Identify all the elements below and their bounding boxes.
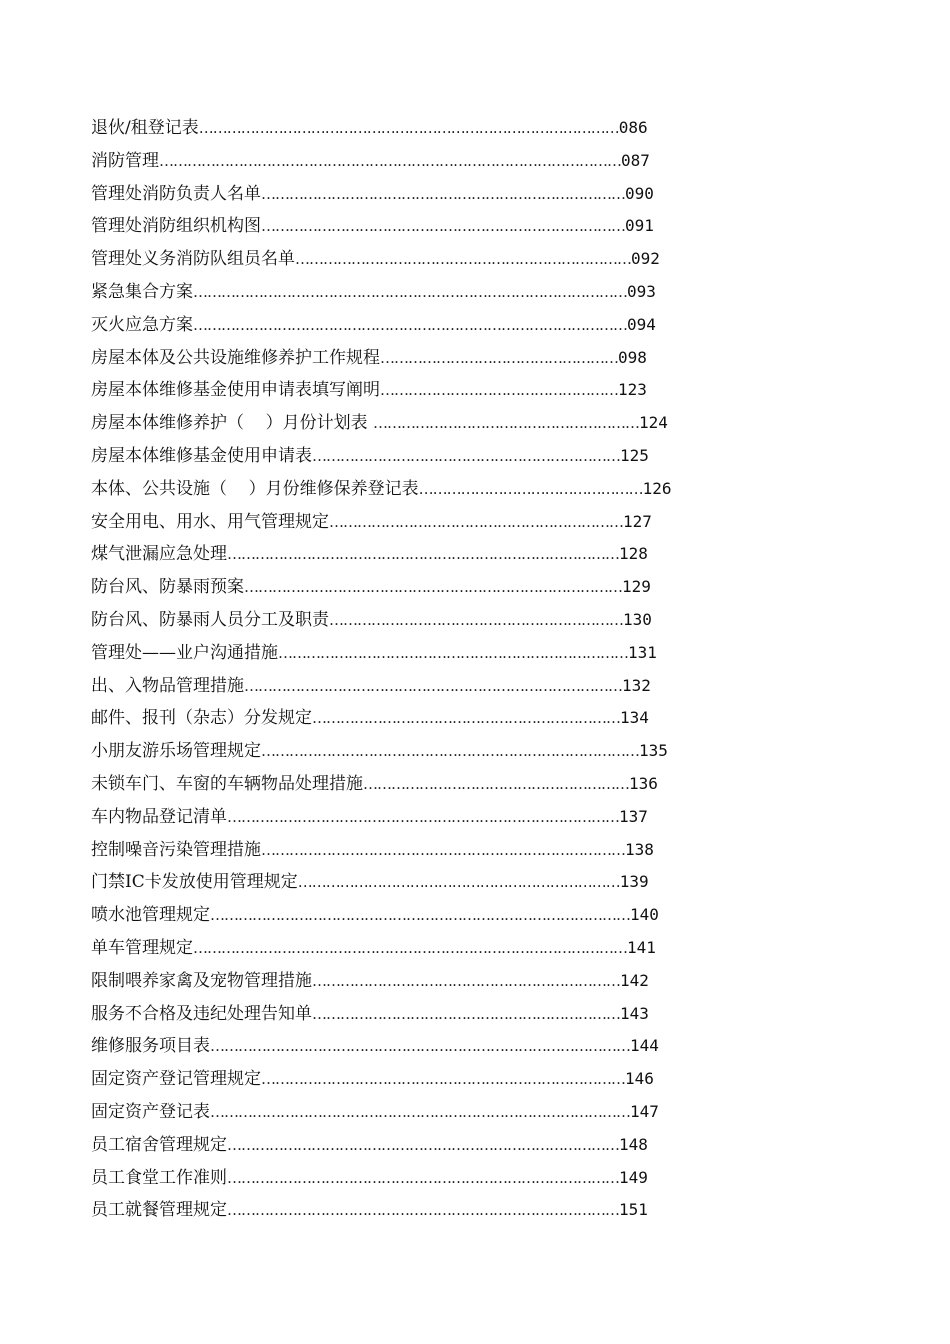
- toc-entry-title: 未锁车门、车窗的车辆物品处理措施: [91, 773, 363, 794]
- toc-dot-leader: …………………………………………………………………………: [227, 1168, 619, 1187]
- toc-entry[interactable]: [91, 440, 661, 473]
- toc-entry[interactable]: [91, 998, 661, 1031]
- toc-entry[interactable]: [91, 1194, 661, 1227]
- toc-entry[interactable]: [91, 210, 661, 243]
- toc-entry-page-number: 086: [618, 118, 648, 137]
- toc-entry[interactable]: [91, 178, 661, 211]
- toc-entry-title: 员工宿舍管理规定: [91, 1134, 227, 1155]
- toc-entry-title: 固定资产登记管理规定: [91, 1069, 261, 1090]
- toc-dot-leader: …………………………………………………………………………………: [193, 315, 627, 334]
- toc-entry[interactable]: [91, 1063, 661, 1096]
- toc-entry[interactable]: [91, 506, 661, 539]
- toc-entry-page-number: 132: [622, 675, 651, 695]
- toc-dot-leader: ………………………………………………………: [329, 610, 623, 629]
- toc-dot-leader: ………………………………………………………………………: [244, 676, 622, 695]
- toc-entry-page-number: 098: [618, 347, 647, 367]
- toc-entry-page-number: 140: [630, 905, 659, 925]
- toc-entry-title: 限制喂养家禽及宠物管理措施: [91, 970, 312, 991]
- toc-dot-leader: ……………………………………………………………………: [261, 184, 625, 203]
- toc-entry[interactable]: [91, 670, 661, 703]
- toc-entry-page-number: 134: [620, 708, 649, 728]
- toc-entry[interactable]: [91, 276, 661, 309]
- toc-entry[interactable]: [91, 702, 661, 735]
- toc-entry-page-number: 143: [620, 1003, 649, 1023]
- toc-dot-leader: ……………………………………………………………………: [261, 217, 625, 236]
- toc-entry-title: 紧急集合方案: [91, 281, 193, 302]
- toc-dot-leader: ………………………………………………………………………………: [210, 1037, 630, 1056]
- toc-entry-page-number: 128: [619, 544, 648, 564]
- toc-entry[interactable]: [91, 735, 668, 768]
- toc-entry-title: 门禁IC卡发放使用管理规定: [91, 872, 298, 893]
- toc-dot-leader: ……………………………………………………………: [297, 873, 620, 892]
- toc-entry[interactable]: [91, 374, 661, 407]
- toc-dot-leader: ……………………………………………………………………: [261, 1070, 625, 1089]
- toc-entry[interactable]: [91, 571, 661, 604]
- toc-entry[interactable]: [91, 538, 661, 571]
- toc-entry-title: 消防管理: [91, 150, 159, 171]
- toc-entry[interactable]: [91, 932, 661, 965]
- table-of-contents: [91, 112, 672, 1227]
- toc-entry-page-number: 127: [623, 511, 652, 531]
- toc-entry-page-number: 093: [627, 281, 656, 301]
- toc-entry-title: 邮件、报刊（杂志）分发规定: [91, 708, 312, 729]
- toc-entry-title: 控制噪音污染管理措施: [91, 839, 261, 860]
- toc-dot-leader: ………………………………………………………………………………: [210, 906, 630, 925]
- toc-entry[interactable]: [91, 1030, 661, 1063]
- toc-entry-page-number: 126: [642, 478, 672, 498]
- toc-entry-page-number: 147: [630, 1101, 659, 1121]
- toc-entry-page-number: 090: [625, 183, 654, 203]
- toc-entry[interactable]: [91, 768, 661, 801]
- toc-entry-title: 房屋本体维修基金使用申请表: [91, 445, 312, 466]
- toc-dot-leader: …………………………………………………………………………: [227, 807, 619, 826]
- toc-entry[interactable]: [91, 866, 661, 899]
- toc-dot-leader: …………………………………………………: [373, 414, 640, 433]
- toc-entry-page-number: 148: [619, 1134, 648, 1154]
- toc-dot-leader: ………………………………………………………………………………………: [159, 151, 621, 170]
- toc-entry-page-number: 123: [618, 380, 647, 400]
- toc-entry-page-number: 138: [625, 839, 654, 859]
- toc-dot-leader: ………………………………………………………………………: [244, 578, 622, 597]
- toc-entry-title: 安全用电、用水、用气管理规定: [91, 511, 329, 532]
- toc-entry-title: 本体、公共设施（ ）月份维修保养登记表: [91, 478, 419, 499]
- toc-entry-page-number: 151: [619, 1200, 648, 1220]
- toc-entry-title: 防台风、防暴雨预案: [91, 577, 244, 598]
- toc-entry[interactable]: [91, 407, 668, 440]
- toc-dot-leader: ………………………………………………………………………: [261, 742, 639, 761]
- toc-entry-title: 维修服务项目表: [91, 1036, 210, 1057]
- toc-entry-page-number: 092: [631, 249, 660, 269]
- toc-entry-title: 小朋友游乐场管理规定: [91, 741, 261, 762]
- toc-dot-leader: ………………………………………………………………………………: [210, 1102, 630, 1121]
- toc-entry-title: 单车管理规定: [91, 937, 193, 958]
- toc-entry-title: 服务不合格及违纪处理告知单: [91, 1003, 312, 1024]
- toc-entry-title: 房屋本体及公共设施维修养护工作规程: [91, 347, 380, 368]
- toc-entry[interactable]: [91, 604, 661, 637]
- toc-entry-title: 灭火应急方案: [91, 314, 193, 335]
- toc-entry-title: 管理处消防组织机构图: [91, 216, 261, 237]
- toc-entry[interactable]: [91, 473, 672, 506]
- toc-dot-leader: …………………………………………………: [363, 774, 629, 793]
- toc-entry-page-number: 146: [625, 1069, 654, 1089]
- toc-entry-page-number: 141: [627, 937, 656, 957]
- toc-dot-leader: ……………………………………………: [380, 381, 618, 400]
- toc-entry-page-number: 149: [619, 1167, 648, 1187]
- toc-entry-page-number: 136: [629, 773, 658, 793]
- toc-entry-title: 管理处消防负责人名单: [91, 183, 261, 204]
- toc-entry[interactable]: [91, 801, 661, 834]
- toc-dot-leader: …………………………………………………………………………………: [193, 282, 627, 301]
- toc-entry-page-number: 087: [621, 150, 650, 170]
- toc-entry-title: 防台风、防暴雨人员分工及职责: [91, 609, 329, 630]
- toc-dot-leader: ……………………………………………………………………: [261, 840, 625, 859]
- toc-entry-title: 喷水池管理规定: [91, 905, 210, 926]
- toc-entry[interactable]: [91, 309, 661, 342]
- toc-entry-title: 退伙/租登记表: [91, 118, 199, 138]
- toc-dot-leader: …………………………………………………………………: [278, 643, 628, 662]
- toc-dot-leader: ………………………………………………………: [329, 512, 623, 531]
- toc-entry[interactable]: [91, 1162, 661, 1195]
- toc-dot-leader: ………………………………………………………………: [295, 250, 631, 269]
- toc-dot-leader: ………………………………………………………………………………: [198, 119, 619, 137]
- toc-entry-page-number: 137: [619, 806, 648, 826]
- toc-dot-leader: …………………………………………: [418, 479, 643, 498]
- toc-entry-title: 管理处义务消防队组员名单: [91, 249, 295, 270]
- toc-entry-page-number: 129: [622, 577, 651, 597]
- toc-entry-page-number: 144: [630, 1036, 659, 1056]
- toc-entry-page-number: 094: [627, 314, 656, 334]
- toc-entry[interactable]: [91, 243, 661, 276]
- toc-dot-leader: …………………………………………………………: [312, 709, 620, 728]
- toc-entry-title: 出、入物品管理措施: [91, 675, 244, 696]
- toc-entry-page-number: 130: [623, 609, 652, 629]
- toc-entry-page-number: 131: [628, 642, 657, 662]
- toc-entry-title: 煤气泄漏应急处理: [91, 544, 227, 565]
- toc-dot-leader: …………………………………………………………: [312, 1004, 620, 1023]
- toc-entry-page-number: 135: [639, 741, 668, 761]
- toc-dot-leader: …………………………………………………………………………: [227, 1201, 619, 1220]
- toc-dot-leader: …………………………………………………………: [312, 971, 620, 990]
- toc-dot-leader: …………………………………………………………………………………: [193, 938, 627, 957]
- toc-entry[interactable]: [91, 1096, 661, 1129]
- toc-entry-title: 房屋本体维修基金使用申请表填写阐明: [91, 380, 380, 401]
- toc-entry-title: 固定资产登记表: [91, 1101, 210, 1122]
- toc-entry-page-number: 124: [639, 413, 668, 433]
- toc-entry[interactable]: [91, 342, 661, 375]
- toc-entry[interactable]: [91, 637, 661, 670]
- toc-entry[interactable]: [91, 965, 661, 998]
- toc-entry-title: 车内物品登记清单: [91, 806, 227, 827]
- toc-entry-title: 员工食堂工作准则: [91, 1167, 227, 1188]
- toc-entry-page-number: 142: [620, 970, 649, 990]
- toc-entry-page-number: 125: [620, 445, 649, 465]
- toc-dot-leader: …………………………………………………………………………: [227, 545, 619, 564]
- toc-dot-leader: …………………………………………………………………………: [227, 1135, 619, 1154]
- toc-entry[interactable]: [91, 1129, 661, 1162]
- toc-entry-page-number: 091: [625, 216, 654, 236]
- toc-entry-title: 房屋本体维修养护（ ）月份计划表: [91, 413, 374, 434]
- toc-entry[interactable]: [91, 145, 661, 178]
- toc-entry[interactable]: [91, 834, 661, 867]
- toc-dot-leader: …………………………………………………………: [312, 446, 620, 465]
- toc-entry[interactable]: [91, 112, 661, 145]
- toc-dot-leader: ……………………………………………: [380, 348, 618, 367]
- toc-entry-page-number: 139: [619, 872, 649, 892]
- toc-entry-title: 管理处——业户沟通措施: [91, 642, 278, 663]
- toc-entry[interactable]: [91, 899, 661, 932]
- toc-entry-title: 员工就餐管理规定: [91, 1200, 227, 1221]
